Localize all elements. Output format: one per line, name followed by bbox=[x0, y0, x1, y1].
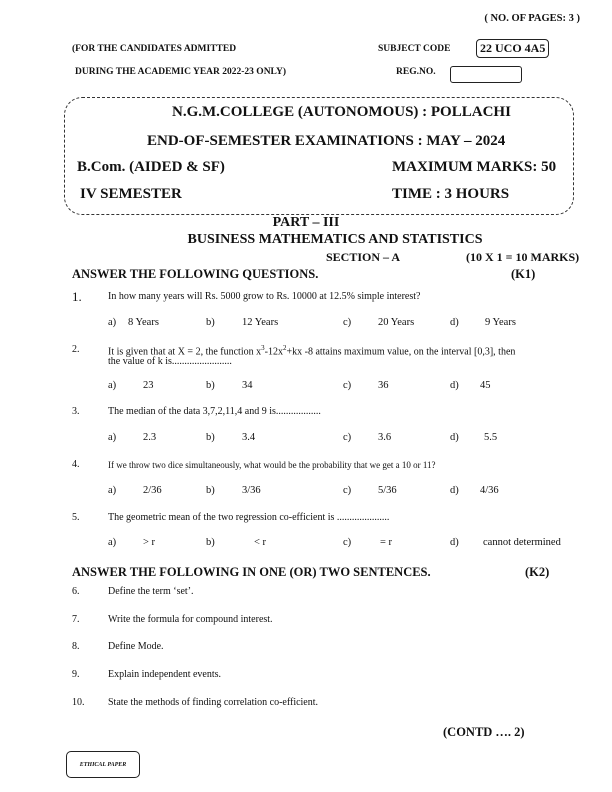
reg-no-label: REG.NO. bbox=[396, 67, 436, 77]
option-value: 3/36 bbox=[242, 485, 261, 496]
question-number: 5. bbox=[72, 512, 80, 523]
course-name: B.Com. (AIDED & SF) bbox=[77, 159, 225, 175]
college-name: N.G.M.COLLEGE (AUTONOMOUS) : POLLACHI bbox=[172, 104, 511, 120]
option-value: 2/36 bbox=[143, 485, 162, 496]
semester: IV SEMESTER bbox=[80, 186, 182, 202]
question-text: The median of the data 3,7,2,11,4 and 9 is.................. bbox=[108, 406, 321, 417]
option-label: a) bbox=[108, 432, 117, 443]
question-text: Explain independent events. bbox=[108, 669, 222, 680]
option-value: 4/36 bbox=[480, 485, 499, 496]
option-label: b) bbox=[206, 432, 215, 443]
ethical-paper-stamp: ETHICAL PAPER bbox=[66, 751, 140, 778]
question-number: 8. bbox=[72, 641, 80, 652]
page-count: ( NO. OF PAGES: 3 ) bbox=[484, 13, 580, 24]
option-value: = r bbox=[380, 537, 393, 548]
subject-code: 22 UCO 4A5 bbox=[476, 39, 549, 58]
option-label: c) bbox=[343, 537, 352, 548]
question-number: 3. bbox=[72, 406, 80, 417]
option-value: 36 bbox=[378, 380, 389, 391]
question-text: Define the term ‘set’. bbox=[108, 586, 194, 597]
question-text: In how many years will Rs. 5000 grow to Rs. 10000 at 12.5% simple interest? bbox=[108, 291, 421, 302]
option-value: 45 bbox=[480, 380, 491, 391]
option-value: 2.3 bbox=[143, 432, 157, 443]
option-value: 5/36 bbox=[378, 485, 397, 496]
reg-no-field[interactable] bbox=[450, 66, 522, 83]
option-label: d) bbox=[450, 380, 459, 391]
k1-heading: ANSWER THE FOLLOWING QUESTIONS. bbox=[72, 267, 319, 281]
option-label: a) bbox=[108, 317, 117, 328]
question-number: 9. bbox=[72, 669, 80, 680]
question-text: If we throw two dice simultaneously, what would be the probability that we get a 10 or 11? bbox=[108, 460, 436, 470]
exam-title: END-OF-SEMESTER EXAMINATIONS : MAY – 2024 bbox=[147, 133, 506, 149]
option-label: c) bbox=[343, 380, 352, 391]
option-label: c) bbox=[343, 432, 352, 443]
question-text-line2: the value of k is........................ bbox=[108, 356, 232, 367]
option-value: 3.6 bbox=[378, 432, 392, 443]
question-number: 6. bbox=[72, 586, 80, 597]
option-label: c) bbox=[343, 485, 352, 496]
k2-heading: ANSWER THE FOLLOWING IN ONE (OR) TWO SENTENCES. bbox=[72, 565, 431, 579]
option-label: d) bbox=[450, 537, 459, 548]
question-number: 1. bbox=[72, 289, 82, 304]
option-value: 34 bbox=[242, 380, 253, 391]
section-marks: (10 X 1 = 10 MARKS) bbox=[466, 250, 580, 264]
question-text: The geometric mean of the two regression co-efficient is ..................... bbox=[108, 512, 390, 523]
question-text: Define Mode. bbox=[108, 641, 164, 652]
continued-note: (CONTD …. 2) bbox=[443, 725, 525, 739]
option-value: > r bbox=[143, 537, 156, 548]
k2-level: (K2) bbox=[525, 565, 550, 579]
admitted-line-1: (FOR THE CANDIDATES ADMITTED bbox=[72, 44, 237, 54]
option-value: 3.4 bbox=[242, 432, 256, 443]
option-value: 8 Years bbox=[128, 317, 159, 328]
section-title: SECTION – A bbox=[326, 250, 401, 264]
question-number: 4. bbox=[72, 459, 80, 470]
option-value: < r bbox=[254, 537, 267, 548]
option-label: b) bbox=[206, 380, 215, 391]
question-number: 2. bbox=[72, 344, 80, 355]
option-value: 9 Years bbox=[485, 317, 516, 328]
subject-code-label: SUBJECT CODE bbox=[378, 44, 451, 54]
exam-time: TIME : 3 HOURS bbox=[392, 186, 510, 202]
option-label: b) bbox=[206, 485, 215, 496]
part-title: PART – III bbox=[272, 215, 340, 230]
option-label: b) bbox=[206, 317, 215, 328]
option-label: d) bbox=[450, 485, 459, 496]
option-value: 12 Years bbox=[242, 317, 279, 328]
question-text: It is given that at X = 2, the function $x^3-12x^2+kx$ -8 attains maximum value, on the interval [0,3], then bbox=[108, 344, 516, 358]
k1-level: (K1) bbox=[511, 267, 536, 281]
option-label: b) bbox=[206, 537, 215, 548]
question-number: 7. bbox=[72, 614, 80, 625]
question-number: 10. bbox=[72, 697, 85, 708]
question-text: Write the formula for compound interest. bbox=[108, 614, 273, 625]
option-value: cannot determined bbox=[483, 537, 561, 548]
option-label: a) bbox=[108, 380, 117, 391]
option-value: 20 Years bbox=[378, 317, 415, 328]
max-marks: MAXIMUM MARKS: 50 bbox=[392, 159, 557, 175]
option-label: d) bbox=[450, 432, 459, 443]
question-text: State the methods of finding correlation co-efficient. bbox=[108, 697, 319, 708]
option-label: c) bbox=[343, 317, 352, 328]
option-label: a) bbox=[108, 537, 117, 548]
admitted-line-2: DURING THE ACADEMIC YEAR 2022-23 ONLY) bbox=[75, 67, 287, 77]
option-label: a) bbox=[108, 485, 117, 496]
option-label: d) bbox=[450, 317, 459, 328]
subject-title: BUSINESS MATHEMATICS AND STATISTICS bbox=[187, 232, 483, 247]
option-value: 5.5 bbox=[484, 432, 498, 443]
option-value: 23 bbox=[143, 380, 154, 391]
